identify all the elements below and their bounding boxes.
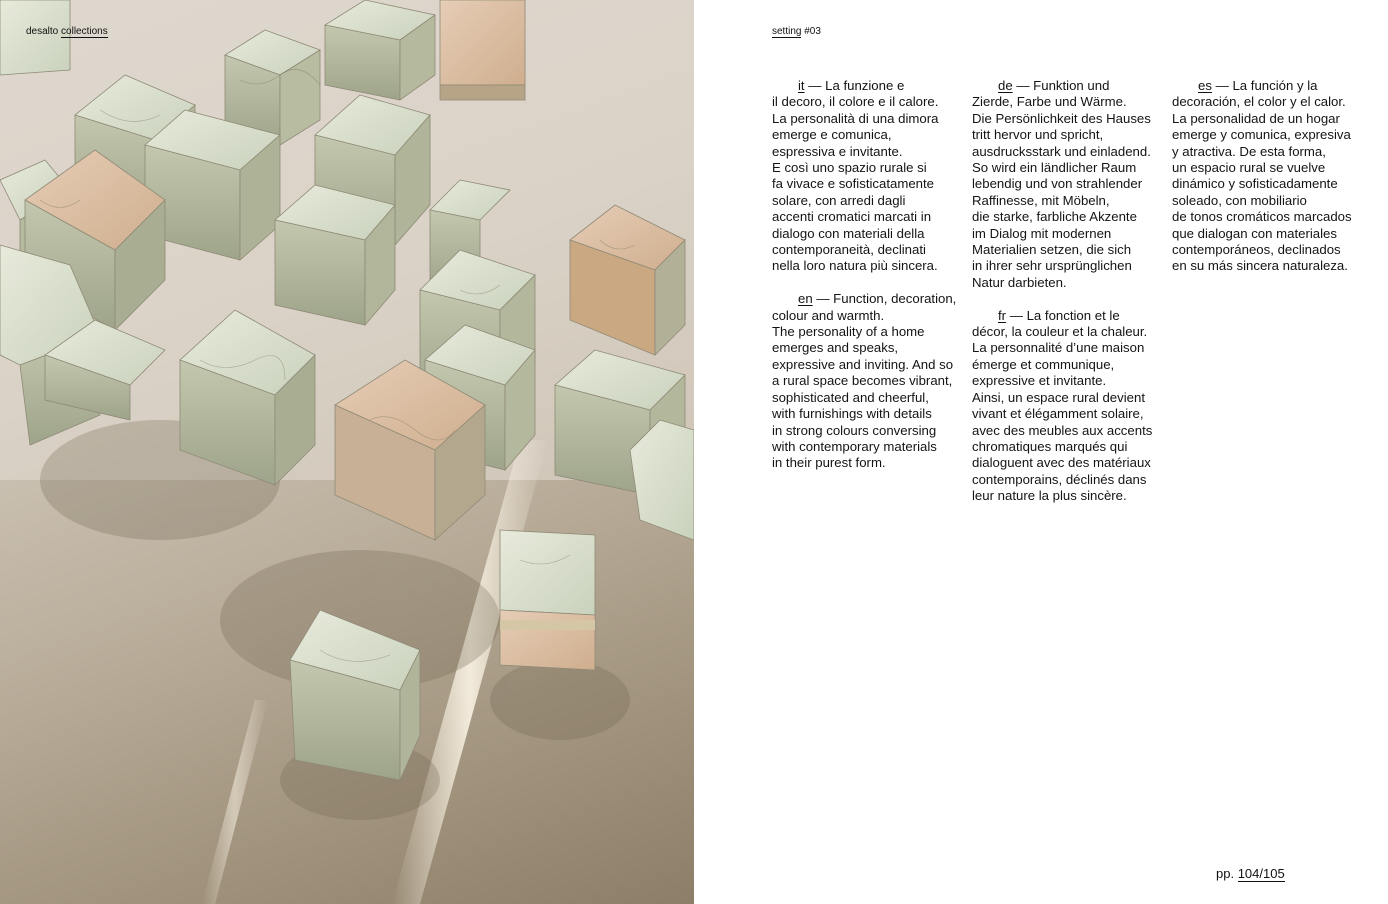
paragraph-es <box>1172 78 1368 275</box>
paragraph-text: — La funzione e il decoro, il colore e il calore. La personalità di una dimora emerge e comunica, espressiva e invitante. E così uno spazio rurale si fa vivace e sofisticatamente solare, con arredi dagli accenti cromatici marcati in dialogo con materiali della contemporaneità, declinati nella loro natura più sincera. <box>772 78 939 274</box>
page-numbers <box>1216 866 1285 881</box>
lang-code-de: de <box>998 78 1013 93</box>
text-column-2 <box>972 78 1168 521</box>
paragraph-en <box>772 291 968 471</box>
text-column-3 <box>1172 78 1368 291</box>
paragraph-it <box>772 78 968 275</box>
lang-code-en: en <box>798 291 813 307</box>
setting-label <box>772 26 821 37</box>
text-column-1 <box>772 78 968 488</box>
paragraph-text: — La fonction et le décor, la couleur et la chaleur. La personnalité d’une maison émerge et communique, expressive et invitante. Ainsi, un espace rural devient vivant et élégamment solaire, avec des meubles aux accents chromatiques marqués qui dialoguent avec des matériaux contemporains, déclinés dans leur nature la plus sincère. <box>972 307 1153 504</box>
setting-number: #03 <box>804 26 821 37</box>
lang-code-fr: fr <box>998 307 1007 323</box>
lang-code-es: es <box>1198 78 1212 93</box>
paragraph-text: — La función y la decoración, el color y el calor. La personalidad de un hogar emerge y comunica, expresiva y atractiva. De esta forma, un espacio rural se vuelve dinámico y sofisticadamente soleado, con mobiliario de tonos cromáticos marcados que dialogan con materiales contemporáneos, declinados en su más sincera naturaleza. <box>1172 78 1352 274</box>
paragraph-text: — Funktion und Zierde, Farbe und Wärme. Die Persönlichkeit des Hauses tritt hervor und spricht, ausdrucksstark und einladend. So wird ein ländlicher Raum lebendig und von strahlender Raffinesse, mit Möbeln, die starke, farbliche Akzente im Dialog mit modernen Materialien setzen, die sich in ihrer sehr ursprünglichen Natur darbieten. <box>972 78 1151 290</box>
pages-numbers: 104/105 <box>1237 866 1285 881</box>
paragraph-text: — Function, decoration, colour and warmth. The personality of a home emerges and speaks, expressive and inviting. And so a rural space becomes vibrant, sophisticated and cheerful, with furnishings with details in strong colours conversing with contemporary materials in their purest form. <box>772 291 957 471</box>
paragraph-de <box>972 78 1168 291</box>
brand-label <box>26 26 108 37</box>
lang-code-it: it <box>798 78 805 93</box>
brand-plain: desalto <box>26 26 59 37</box>
paragraph-fr <box>972 308 1168 505</box>
brand-collections-link[interactable]: collections <box>61 26 108 37</box>
pages-prefix: pp. <box>1216 866 1235 881</box>
text-page <box>694 0 1388 904</box>
setting-link[interactable]: setting <box>772 26 802 37</box>
